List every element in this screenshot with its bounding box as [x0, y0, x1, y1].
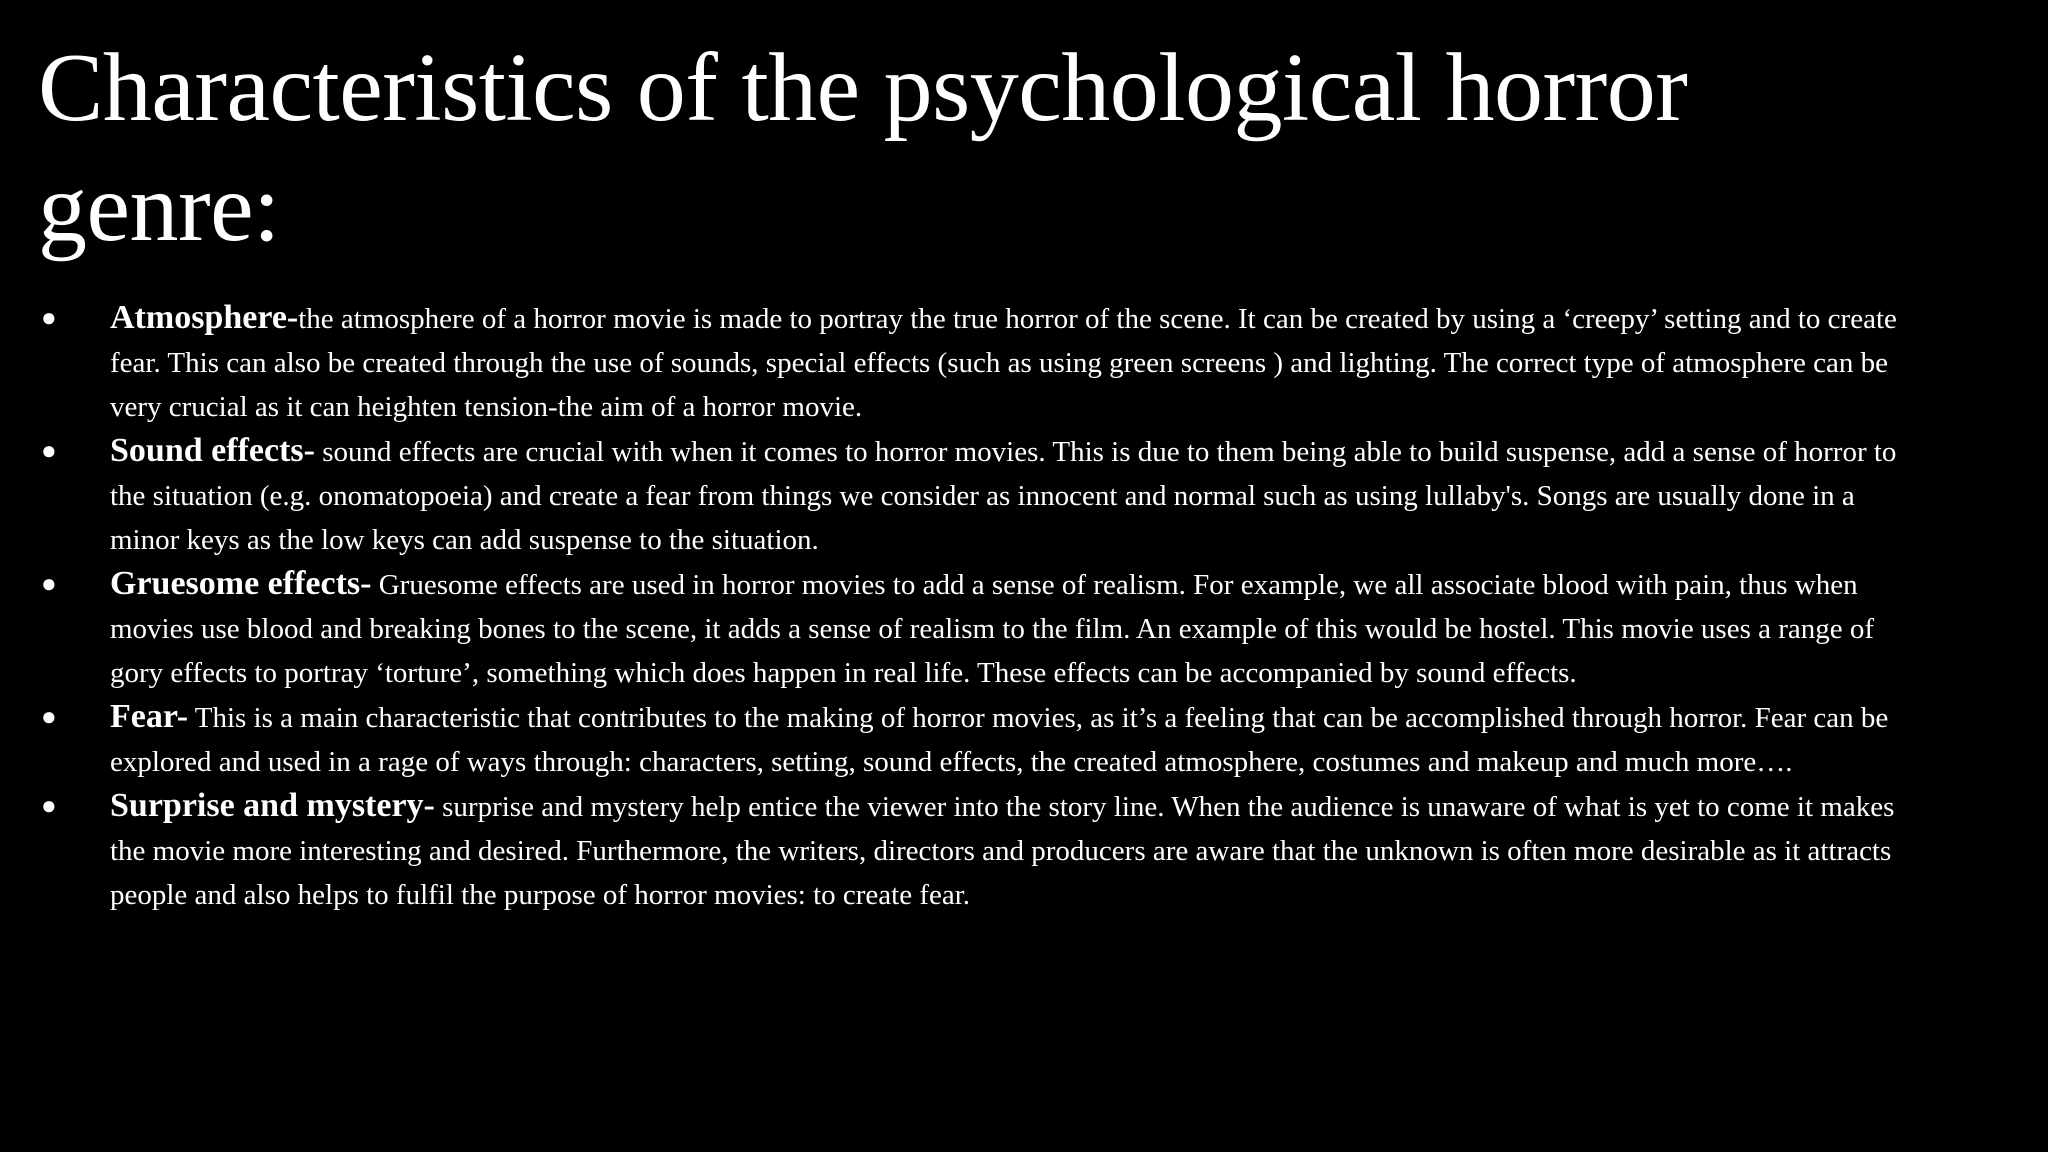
bullet-heading: Sound effects- [110, 432, 315, 469]
bullet-item-surprise-and-mystery [38, 784, 1898, 917]
bullet-heading: Gruesome effects- [110, 565, 372, 602]
bullet-text: This is a main characteristic that contributes to the making of horror movies, as it’s a feeling that can be accomplished through horror. Fear can be explored and used in a rage of ways through: characters, setting, sound effects, the created atmosphere, costumes and makeup and much more…. [110, 702, 1889, 778]
bullet-item-sound-effects [38, 429, 1898, 562]
bullet-item-atmosphere [38, 296, 1898, 429]
bullet-list [38, 296, 1898, 917]
bullet-item-gruesome-effects [38, 562, 1898, 695]
bullet-heading: Surprise and mystery- [110, 787, 435, 824]
bullet-text: sound effects are crucial with when it comes to horror movies. This is due to them being able to build suspense, add a sense of horror to the situation (e.g. onomatopoeia) and create a fear from things we consider as innocent and normal such as using lullaby's. Songs are usually done in a minor keys as the low keys can add suspense to the situation. [110, 436, 1897, 556]
bullet-text: surprise and mystery help entice the viewer into the story line. When the audience is unaware of what is yet to come it makes the movie more interesting and desired. Furthermore, the writers, directors and producers are aware that the unknown is often more desirable as it attracts people and also helps to fulfil the purpose of horror movies: to create fear. [110, 791, 1895, 911]
bullet-text: the atmosphere of a horror movie is made to portray the true horror of the scene. It can be created by using a ‘creepy’ setting and to create fear. This can also be created through the use of sounds, special effects (such as using green screens ) and lighting. The correct type of atmosphere can be very crucial as it can heighten tension-the aim of a horror movie. [110, 303, 1897, 423]
bullet-dot-icon: ● [41, 791, 57, 820]
bullet-item-fear [38, 695, 1898, 784]
bullet-dot-icon: ● [41, 303, 57, 332]
slide-title: Characteristics of the psychological horror genre: [38, 34, 1688, 262]
bullet-text: Gruesome effects are used in horror movies to add a sense of realism. For example, we all associate blood with pain, thus when movies use blood and breaking bones to the scene, it adds a sense of realism to the film. An example of this would be hostel. This movie uses a range of gory effects to portray ‘torture’, something which does happen in real life. These effects can be accompanied by sound effects. [110, 569, 1875, 689]
bullet-dot-icon: ● [41, 436, 57, 465]
bullet-dot-icon: ● [41, 569, 57, 598]
bullet-heading: Fear- [110, 698, 189, 735]
bullet-heading: Atmosphere- [110, 299, 299, 336]
bullet-dot-icon: ● [41, 702, 57, 731]
